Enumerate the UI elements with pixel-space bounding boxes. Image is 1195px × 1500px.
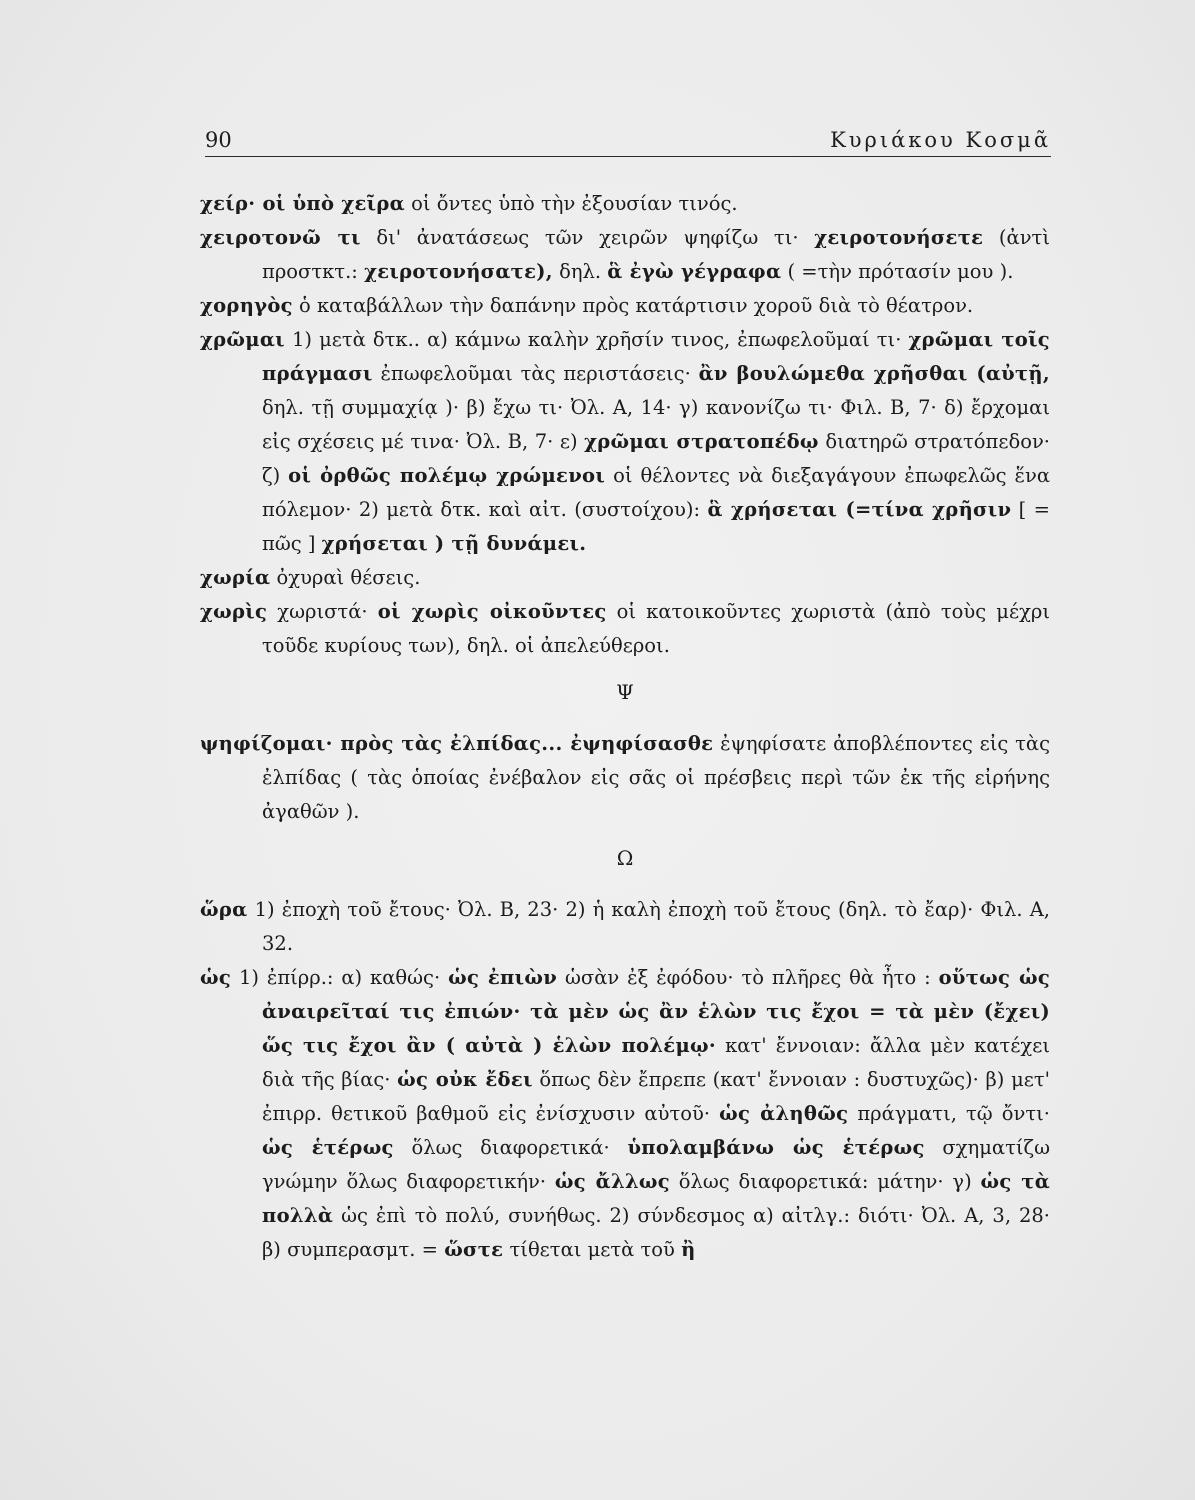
definition-text: 1) ἐποχὴ τοῦ ἔτους· Ὀλ. Β, 23· 2) ἡ καλὴ ἐποχὴ τοῦ ἔτους (δηλ. τὸ ἔαρ)· Φιλ. Α, 32. xyxy=(247,898,1050,955)
headword: χειροτονῶ τι xyxy=(200,226,361,249)
headword: ἃ χρήσεται (=τίνα χρῆσιν xyxy=(707,498,1012,521)
glossary-entry-chorigos xyxy=(200,289,1050,323)
definition-text: διατηρῶ στρατόπεδον· ζ) xyxy=(262,430,1050,487)
glossary-entry-cheirotono xyxy=(200,221,1050,289)
definition-text: κατ' ἔννοιαν: ἄλλα μὲν κατέχει διὰ τῆς βίας· xyxy=(262,1034,1050,1091)
glossary-entry-choria xyxy=(200,561,1050,595)
headword: χείρ· οἱ ὑπὸ χεῖρα xyxy=(200,192,405,215)
headword: χωρία xyxy=(200,566,271,589)
glossary-entry-cheir xyxy=(200,187,1050,221)
glossary-entry-choris xyxy=(200,595,1050,663)
headword: ὡς οὐκ ἔδει xyxy=(397,1068,533,1091)
headword: χρήσεται ) τῇ δυνάμει. xyxy=(321,532,587,555)
headword: ἃ ἐγὼ γέγραφα xyxy=(607,260,782,283)
headword: χρῶμαι στρατοπέδῳ xyxy=(584,430,819,453)
psi-section xyxy=(200,727,1050,829)
headword: χειροτονήσατε), xyxy=(364,260,553,283)
definition-text: δηλ. τῇ συμμαχίᾳ )· β) ἔχω τι· Ὀλ. Α, 14· γ) κανονίζω τι· Φιλ. Β, 7· δ) ἔρχομαι εἰς σχέσεις μέ τινα· Ὀλ. Β, 7· ε) xyxy=(262,396,1050,453)
definition-text: ἐπωφελοῦμαι τὰς περιστάσεις· xyxy=(372,362,699,385)
headword: ὥστε xyxy=(444,1238,504,1261)
running-head xyxy=(205,126,1051,157)
section-letter-psi: Ψ xyxy=(616,680,634,704)
headword: οἱ χωρὶς οἰκοῦντες xyxy=(377,600,607,623)
headword: χωρὶς xyxy=(200,600,268,623)
headword: ἂν βουλώμεθα χρῆσθαι (αὐτῇ, xyxy=(698,362,1050,385)
definition-text: ὅπως δὲν ἔπρεπε (κατ' ἔννοιαν : δυστυχῶς)· β) μετ' ἐπιρρ. θετικοῦ βαθμοῦ εἰς ἐνίσχυσιν αὐτοῦ· xyxy=(262,1068,1051,1125)
definition-text: πράγματι, τῷ ὄντι· xyxy=(848,1102,1051,1125)
headword: χειροτονήσετε xyxy=(814,226,984,249)
glossary-entry-os xyxy=(200,961,1050,1267)
headword: χρῶμαι τοῖς πράγμασι xyxy=(262,328,1050,385)
section-letter-omega: Ω xyxy=(616,846,634,870)
definition-text: (ἀντὶ προστκτ.: xyxy=(262,226,1050,283)
glossary-entry-psifizomai xyxy=(200,727,1050,829)
definition-text: οἱ θέλοντες νὰ διεξαγάγουν ἐπωφελῶς ἕνα πόλεμον· 2) μετὰ δτκ. καὶ αἰτ. (συστοίχου): xyxy=(262,464,1050,521)
definition-text: τίθεται μετὰ τοῦ xyxy=(503,1238,682,1261)
headword: ὡς ἄλλως xyxy=(554,1170,670,1193)
definition-text: ἐψηφίσατε ἀποβλέποντες εἰς τὰς ἐλπίδας ( τὰς ὁποίας ἐνέβαλον εἰς σᾶς οἱ πρέσβεις περὶ τῶν ἐκ τῆς εἰρήνης ἀγαθῶν ). xyxy=(262,732,1050,823)
definition-text: ( =τὴν πρότασίν μου ). xyxy=(781,260,1014,283)
definition-text: χωριστά· xyxy=(267,600,378,623)
definition-text: 1) ἐπίρρ.: α) καθώς· xyxy=(231,966,449,989)
headword: οὕτως ὡς ἀναιρεῖταί τις ἐπιών· τὰ μὲν ὡς ἂν ἑλὼν τις ἔχοι = τὰ μὲν (ἔχει) ὥς τις ἔχοι ἂν ( αὐτὰ ) ἑλὼν πολέμῳ· xyxy=(262,966,1050,1057)
chi-section xyxy=(200,187,1050,663)
definition-text: ὁ καταβάλλων τὴν δαπάνην πρὸς κατάρτισιν χοροῦ διὰ τὸ θέατρον. xyxy=(292,294,974,317)
omega-section xyxy=(200,893,1050,1267)
headword: χρῶμαι xyxy=(200,328,285,351)
definition-text: οἱ ὄντες ὑπὸ τὴν ἐξουσίαν τινός. xyxy=(404,192,738,215)
definition-text: ὡσὰν ἐξ ἐφόδου· τὸ πλῆρες θὰ ἦτο : xyxy=(557,966,939,989)
definition-text: ὅλως διαφορετικά· xyxy=(393,1136,628,1159)
headword: χορηγὸς xyxy=(200,294,293,317)
definition-text: ὅλως διαφορετικά: μάτην· γ) xyxy=(669,1170,981,1193)
headword: ὑπολαμβάνω ὡς ἑτέρως xyxy=(627,1136,925,1159)
headword: ὡς xyxy=(200,966,232,989)
definition-text: δηλ. xyxy=(552,260,608,283)
definition-text: [ = πῶς ] xyxy=(262,498,1050,555)
definition-text: ὀχυραὶ θέσεις. xyxy=(270,566,421,589)
headword: ὡς ἑτέρως xyxy=(262,1136,394,1159)
definition-text: 1) μετὰ δτκ.. α) κάμνω καλὴν χρῆσίν τινος, ἐπωφελοῦμαί τι· xyxy=(284,328,909,351)
headword: ὡς ἀληθῶς xyxy=(719,1102,849,1125)
page-number: 90 xyxy=(205,128,232,152)
headword: οἱ ὀρθῶς πολέμῳ χρώμενοι xyxy=(288,464,606,487)
running-title: Κυριάκου Κοσμᾶ xyxy=(830,128,1051,152)
headword: ὡς ἐπιὼν xyxy=(448,966,558,989)
definition-text: ὡς ἐπὶ τὸ πολύ, συνήθως. 2) σύνδεσμος α) αἰτλγ.: διότι· Ὀλ. Α, 3, 28· β) συμπερασμτ. = xyxy=(262,1204,1050,1261)
glossary-entry-ora xyxy=(200,893,1050,961)
headword: ὡς τὰ πολλὰ xyxy=(262,1170,1051,1227)
headword: ἢ xyxy=(681,1238,696,1261)
definition-text: σχηματίζω γνώμην ὅλως διαφορετικήν· xyxy=(262,1136,1050,1193)
headword: ψηφίζομαι· πρὸς τὰς ἐλπίδας... ἐψηφίσασθε xyxy=(200,732,714,755)
definition-text: οἱ κατοικοῦντες χωριστὰ (ἀπὸ τοὺς μέχρι τοῦδε κυρίους των), δηλ. οἱ ἀπελεύθεροι. xyxy=(262,600,1051,657)
glossary-entry-chromai xyxy=(200,323,1050,561)
headword: ὥρα xyxy=(200,898,248,921)
glossary-body xyxy=(200,187,1050,1267)
definition-text: δι' ἀνατάσεως τῶν χειρῶν ψηφίζω τι· xyxy=(360,226,815,249)
